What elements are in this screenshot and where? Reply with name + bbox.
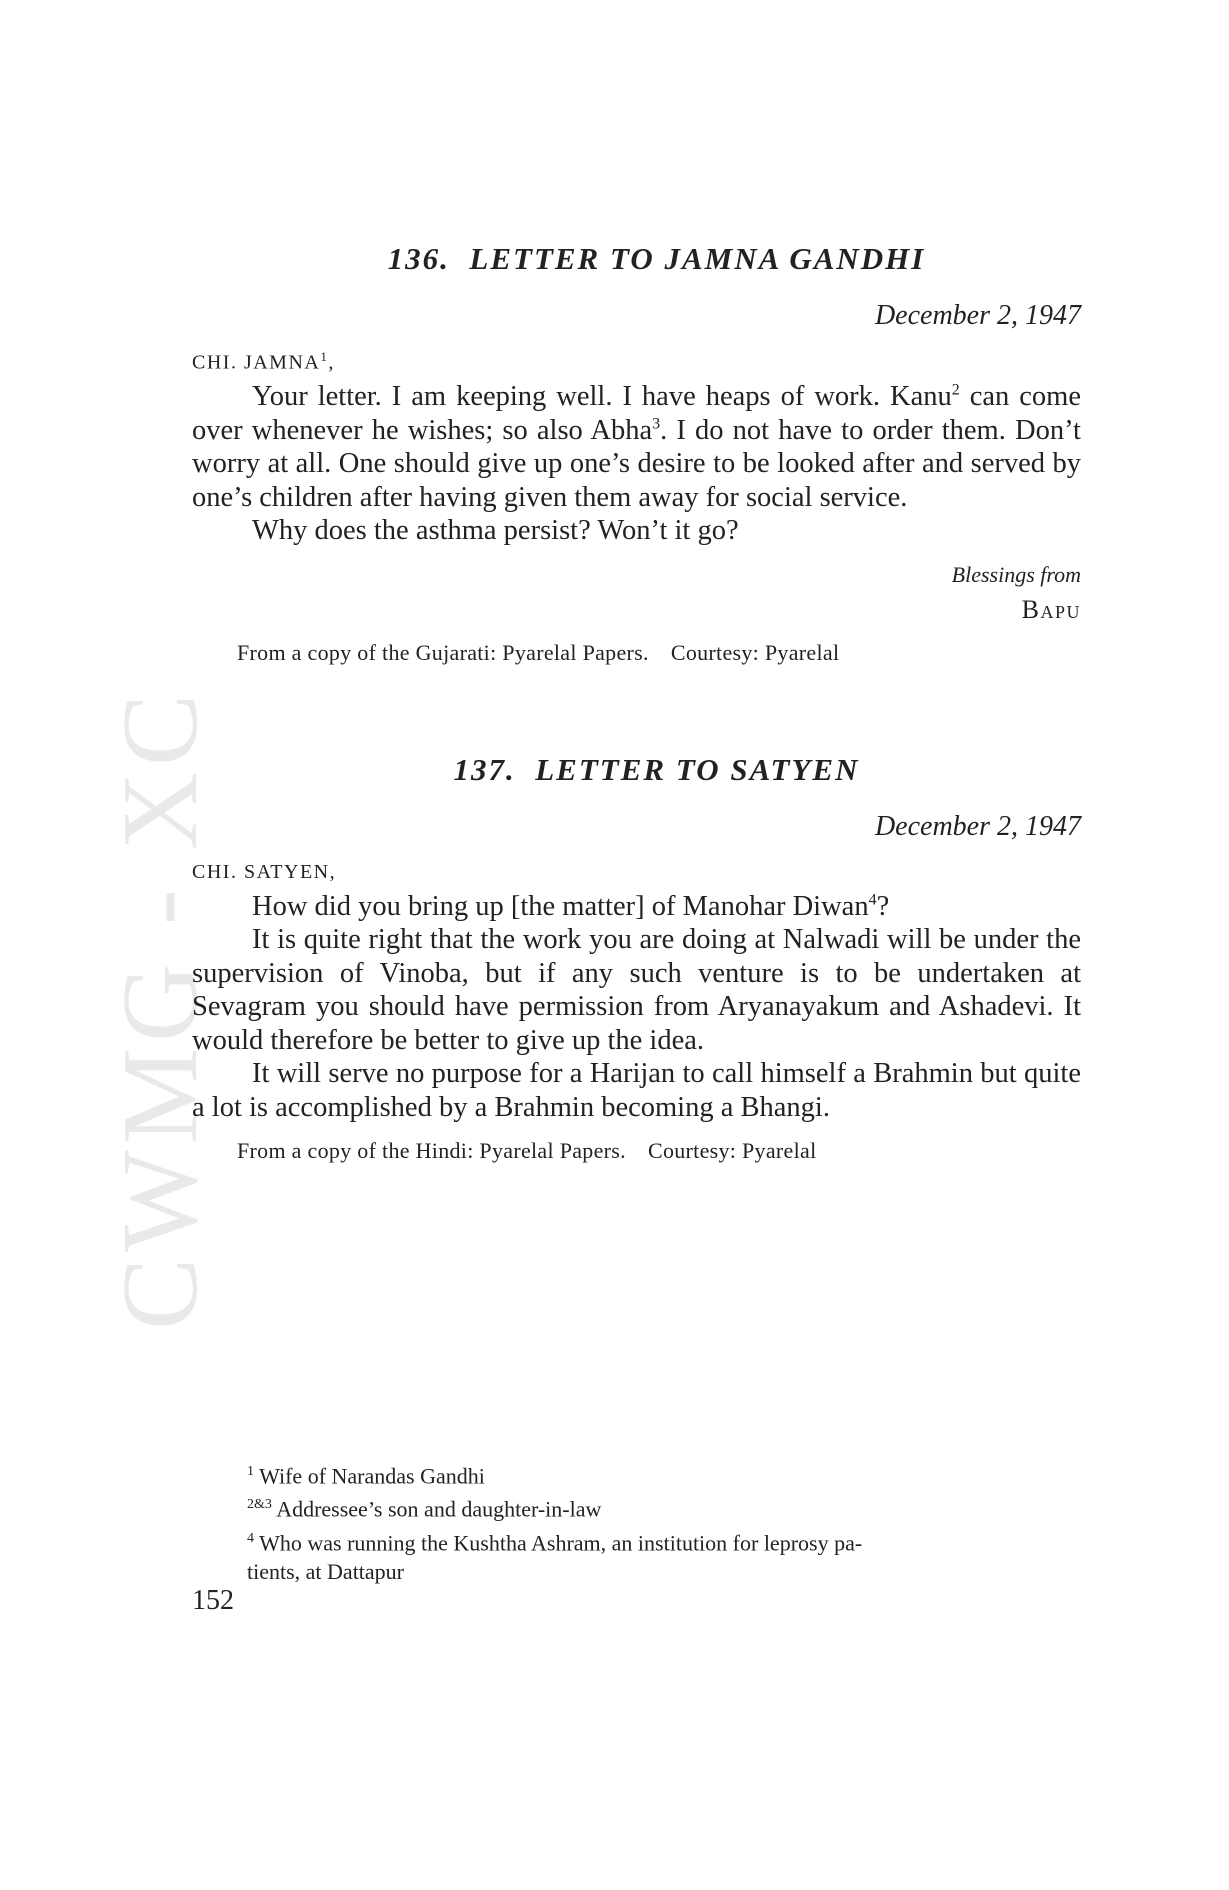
footnotes (192, 1457, 1081, 1586)
paragraph (192, 923, 1081, 1057)
letter-body (192, 890, 1081, 1125)
page-content (192, 240, 1081, 1165)
footnote (192, 1490, 1081, 1523)
letter-title: LETTER TO SATYEN (535, 751, 860, 787)
courtesy-text: Courtesy: Pyarelal (670, 639, 840, 665)
footnote-ref: 2 (951, 381, 960, 399)
letter-title: LETTER TO JAMNA GANDHI (469, 241, 926, 276)
paragraph (192, 890, 1081, 924)
paragraph (192, 1057, 1081, 1124)
footnote-ref: 3 (652, 415, 661, 433)
footnote (192, 1557, 1081, 1586)
letter-137 (192, 751, 1081, 1165)
paragraph-text: Your letter. I am keeping well. I have heaps of work. Kanu (252, 381, 952, 413)
letter-body (192, 380, 1081, 548)
letter-date: December 2, 1947 (874, 300, 1081, 332)
paragraph-text: . I do not have to order them. Don’t worry at all. One should give up one’s desire to be looked after and served by one’s children after having given them away for social service. (192, 414, 1081, 513)
letter-heading (192, 240, 1081, 277)
salutation-text: CHI. SATYEN (192, 860, 330, 883)
footnote-text: Wife of Narandas Gandhi (259, 1463, 485, 1489)
letter-number: 137. (453, 751, 516, 787)
salutation-text: CHI. JAMNA (192, 351, 321, 374)
letter-number: 136. (387, 241, 450, 276)
page-number: 152 (192, 1585, 234, 1616)
footnote-mark: 2&3 (247, 1497, 272, 1513)
paragraph-text: ? (876, 890, 890, 922)
courtesy-text: Courtesy: Pyarelal (647, 1138, 817, 1164)
source-note (192, 1138, 1081, 1164)
source-text: From a copy of the Gujarati: Pyarelal Papers. (237, 639, 649, 665)
watermark-text: CWMG - XC (101, 688, 220, 1330)
closing (192, 562, 1081, 626)
footnote-text: Addressee’s son and daughter-in-law (276, 1496, 602, 1522)
paragraph-text: It will serve no purpose for a Harijan to call himself a Brahmin but quite a lot is accomplished by a Brahmin becoming a Bhangi. (192, 1058, 1081, 1123)
paragraph (192, 514, 1081, 548)
footnote-ref: 4 (868, 891, 877, 909)
paragraph (192, 380, 1081, 514)
letter-136 (192, 240, 1081, 666)
signature: Bapu (1021, 595, 1081, 625)
footnote-mark: 4 (247, 1530, 254, 1546)
footnote-text: Who was running the Kushtha Ashram, an institution for leprosy pa- (259, 1529, 863, 1555)
paragraph-text: It is quite right that the work you are doing at Nalwadi will be under the supervision of Vinoba, but if any such venture is to be undertaken at Sevagram you should have permission from Aryanayakum and Ashadevi. It would therefore be better to give up the idea. (192, 924, 1081, 1056)
paragraph-text: How did you bring up [the matter] of Manohar Diwan (252, 890, 869, 922)
paragraph-text: can come over whenever he wishes; so also Abha (192, 381, 1081, 446)
paragraph-text: Why does the asthma persist? Won’t it go? (252, 515, 739, 547)
footnote-ref: 1 (320, 348, 329, 364)
footnote (192, 1457, 1081, 1490)
footnote (192, 1524, 1081, 1557)
letter-date: December 2, 1947 (874, 811, 1081, 843)
salutation: CHI. SATYEN, (192, 860, 337, 883)
source-text: From a copy of the Hindi: Pyarelal Papers. (237, 1138, 626, 1164)
salutation: CHI. JAMNA$^1$, (192, 348, 335, 374)
footnote-text: tients, at Dattapur (247, 1558, 405, 1584)
source-note (192, 640, 1081, 666)
footnote-mark: 1 (247, 1464, 254, 1479)
letter-heading (192, 751, 1081, 788)
blessings-line: Blessings from (951, 561, 1081, 587)
